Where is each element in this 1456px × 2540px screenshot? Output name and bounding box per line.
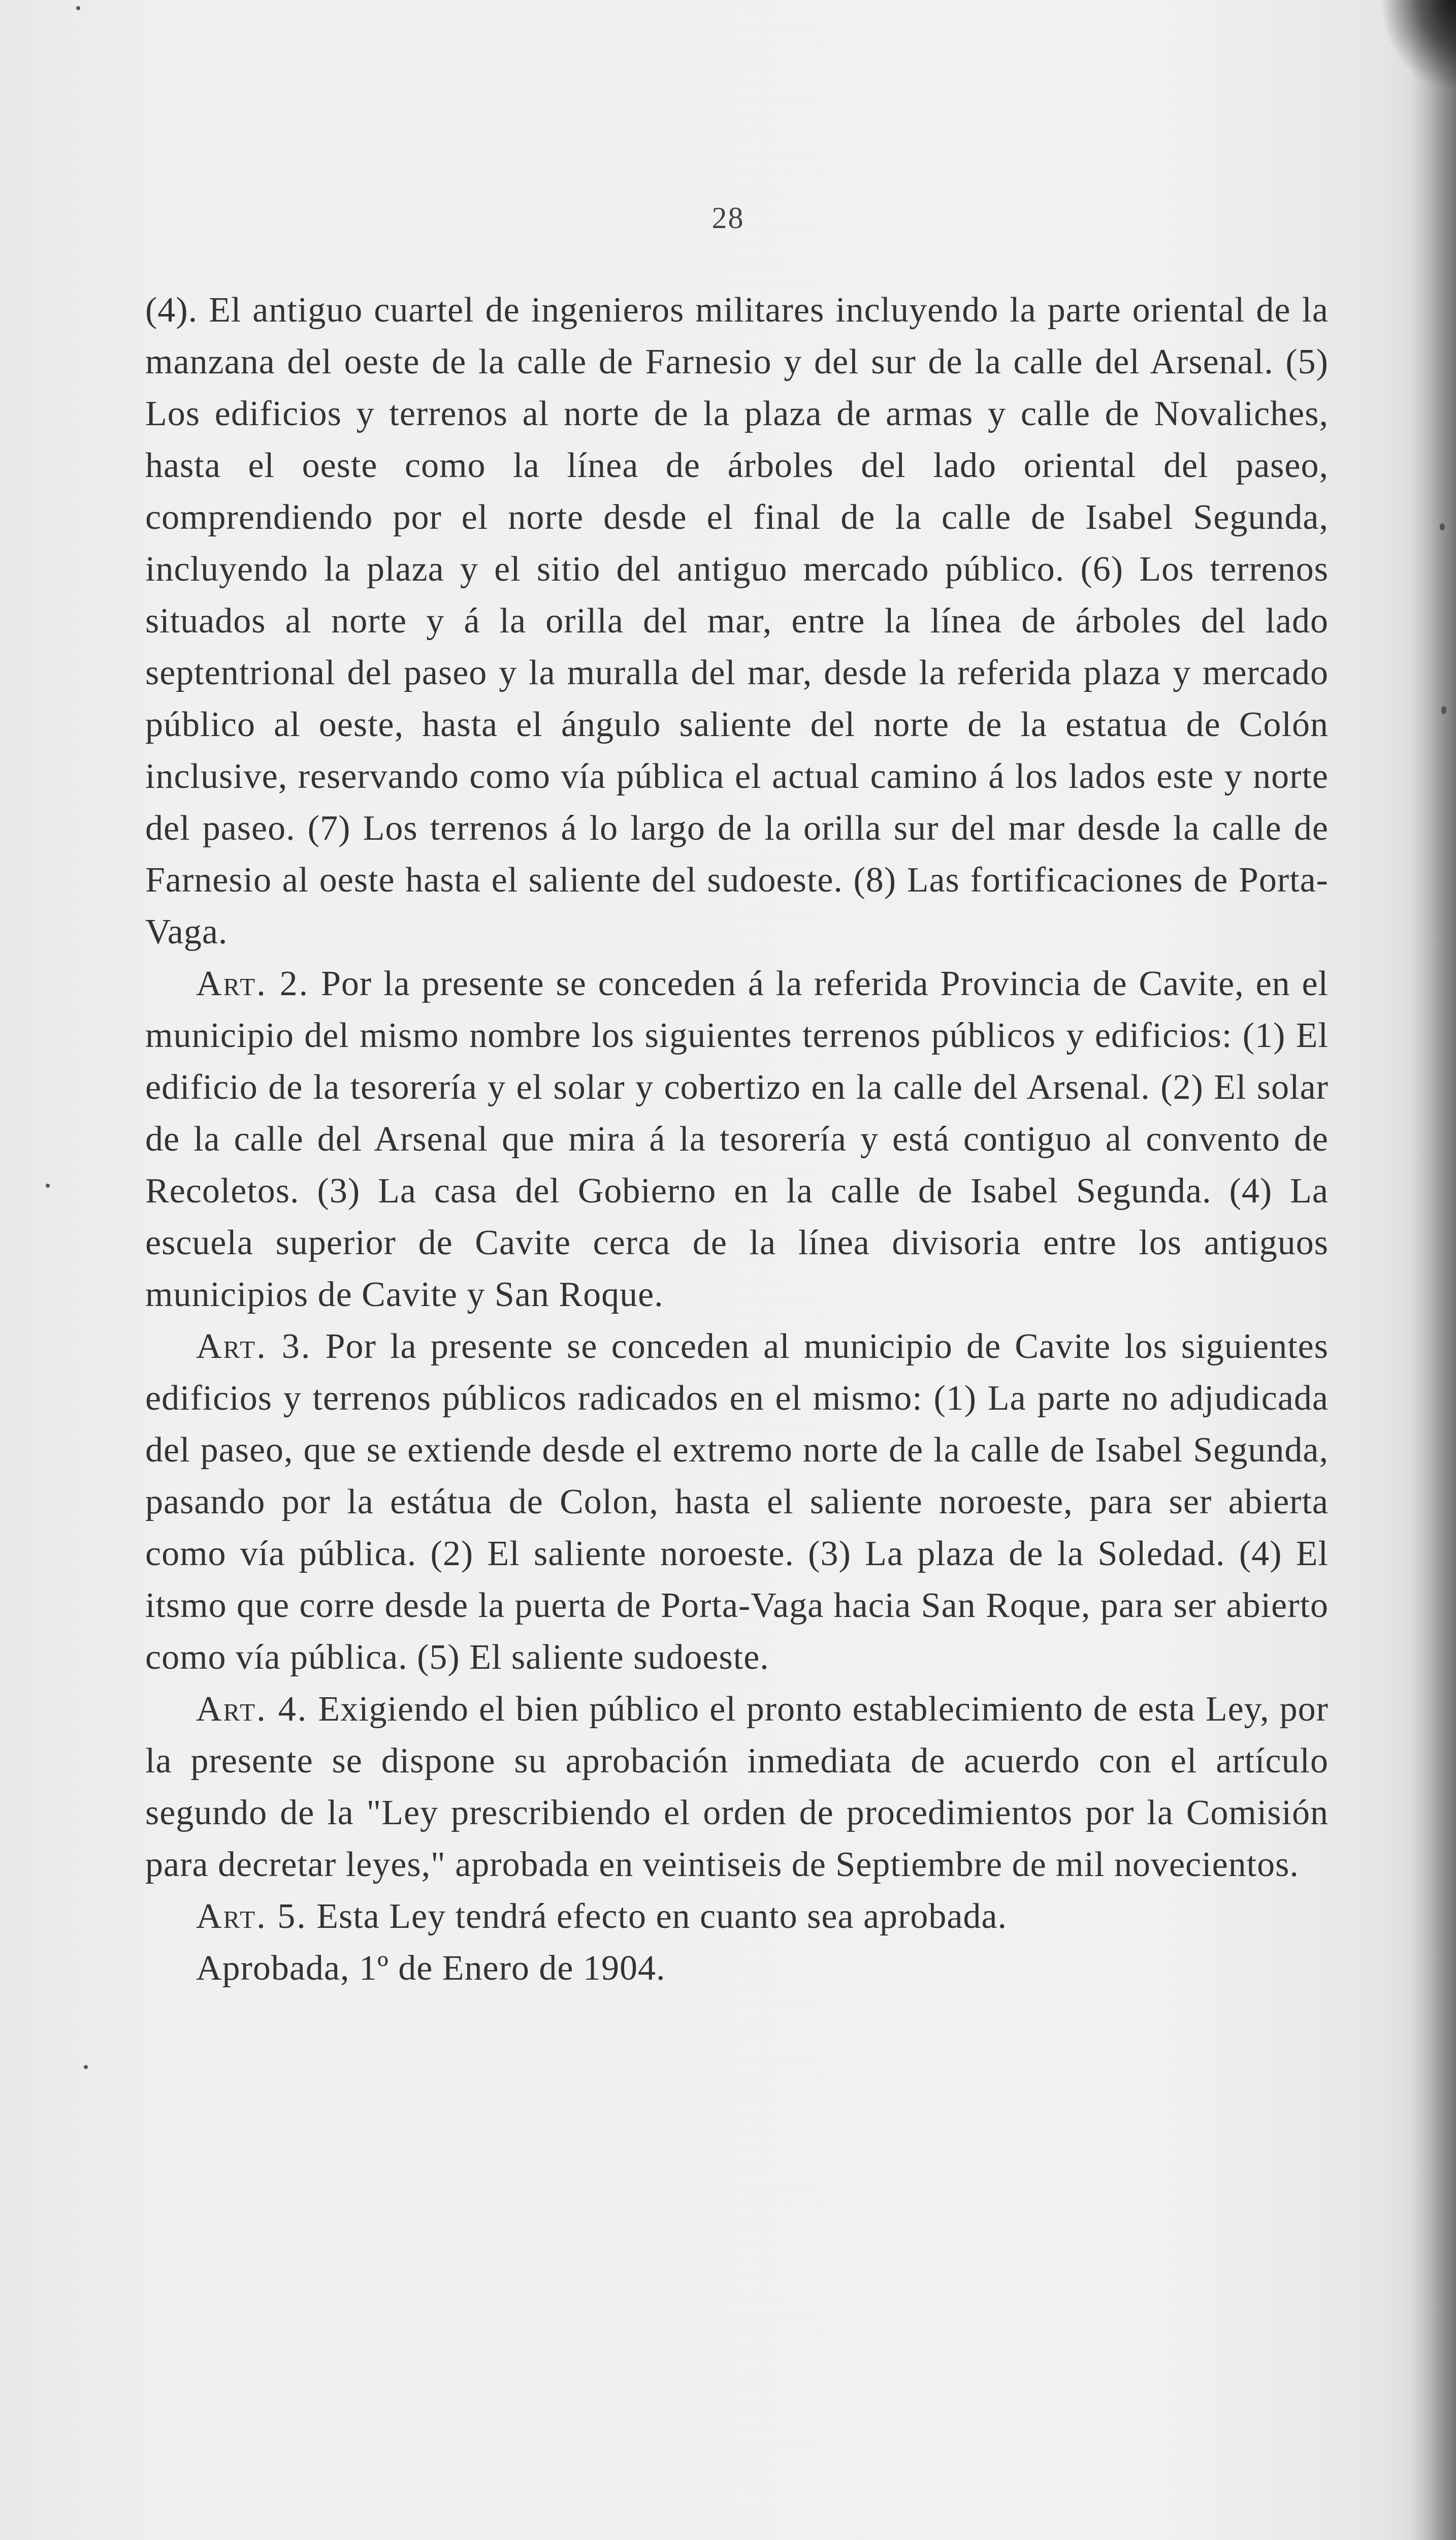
page-corner-shadow	[1380, 0, 1456, 91]
paragraph-article-5	[145, 1891, 1329, 1943]
paragraph-article-3	[145, 1321, 1329, 1684]
paragraph-text: Aprobada, 1º de Enero de 1904.	[196, 1949, 666, 1988]
article-label: Art. 5.	[196, 1897, 307, 1936]
article-label: Art. 3.	[196, 1327, 312, 1366]
page-edge-shadow	[1410, 0, 1456, 2540]
scan-speck	[1441, 706, 1446, 714]
paragraph-approval-date	[145, 1943, 1329, 1994]
scan-speck	[76, 6, 80, 10]
paragraph-article-2	[145, 958, 1329, 1321]
page-number: 28	[711, 201, 745, 235]
scan-speck	[46, 1184, 50, 1188]
paragraph-text: Esta Ley tendrá efecto en cuanto sea aprobada.	[316, 1897, 1007, 1936]
document-body	[145, 284, 1329, 1994]
paragraph-article-4	[145, 1684, 1329, 1891]
scan-speck	[1440, 523, 1445, 530]
article-label: Art. 4.	[196, 1690, 308, 1729]
article-label: Art. 2.	[196, 964, 310, 1003]
paragraph-text: Por la presente se conceden al municipio de Cavite los siguientes edificios y terrenos públicos radicados en el mismo: (1) La parte no adjudicada del paseo, que se extiende desde el extremo norte de la calle de Isabel Segunda, pasando por la estátua de Colon, hasta el saliente noroeste, para ser abierta como vía pública. (2) El saliente noroeste. (3) La plaza de la Soledad. (4) El itsmo que corre desde la puerta de Porta-Vaga hacia San Roque, para ser abierto como vía pública. (5) El saliente sudoeste.	[145, 1327, 1329, 1677]
paragraph-text: Exigiendo el bien público el pronto establecimiento de esta Ley, por la presente se dispone su aprobación inmediata de acuerdo con el artículo segundo de la "Ley prescribiendo el orden de procedimientos por la Comisión para decretar leyes," aprobada en veintiseis de Septiembre de mil novecientos.	[145, 1690, 1329, 1884]
paragraph-text: Por la presente se conceden á la referida Provincia de Cavite, en el municipio del mismo nombre los siguientes terrenos públicos y edificios: (1) El edificio de la tesorería y el solar y cobertizo en la calle del Arsenal. (2) El solar de la calle del Arsenal que mira á la tesorería y está contiguo al convento de Recoletos. (3) La casa del Gobierno en la calle de Isabel Segunda. (4) La escuela superior de Cavite cerca de la línea divisoria entre los antiguos municipios de Cavite y San Roque.	[145, 964, 1329, 1314]
paragraph-text: (4). El antiguo cuartel de ingenieros militares incluyendo la parte oriental de la manzana del oeste de la calle de Farnesio y del sur de la calle del Arsenal. (5) Los edificios y terrenos al norte de la plaza de armas y calle de Novaliches, hasta el oeste como la línea de árboles del lado oriental del paseo, comprendiendo por el norte desde el final de la calle de Isabel Segunda, incluyendo la plaza y el sitio del antiguo mercado público. (6) Los terrenos situados al norte y á la orilla del mar, entre la línea de árboles del lado septentrional del paseo y la muralla del mar, desde la referida plaza y mercado público al oeste, hasta el ángulo saliente del norte de la estatua de Colón inclusive, reservando como vía pública el actual camino á los lados este y norte del paseo. (7) Los terrenos á lo largo de la orilla sur del mar desde la calle de Farnesio al oeste hasta el saliente del sudoeste. (8) Las fortificaciones de Porta-Vaga.	[145, 291, 1329, 951]
paragraph-fortifications-list	[145, 284, 1329, 958]
scan-speck	[84, 2065, 88, 2069]
